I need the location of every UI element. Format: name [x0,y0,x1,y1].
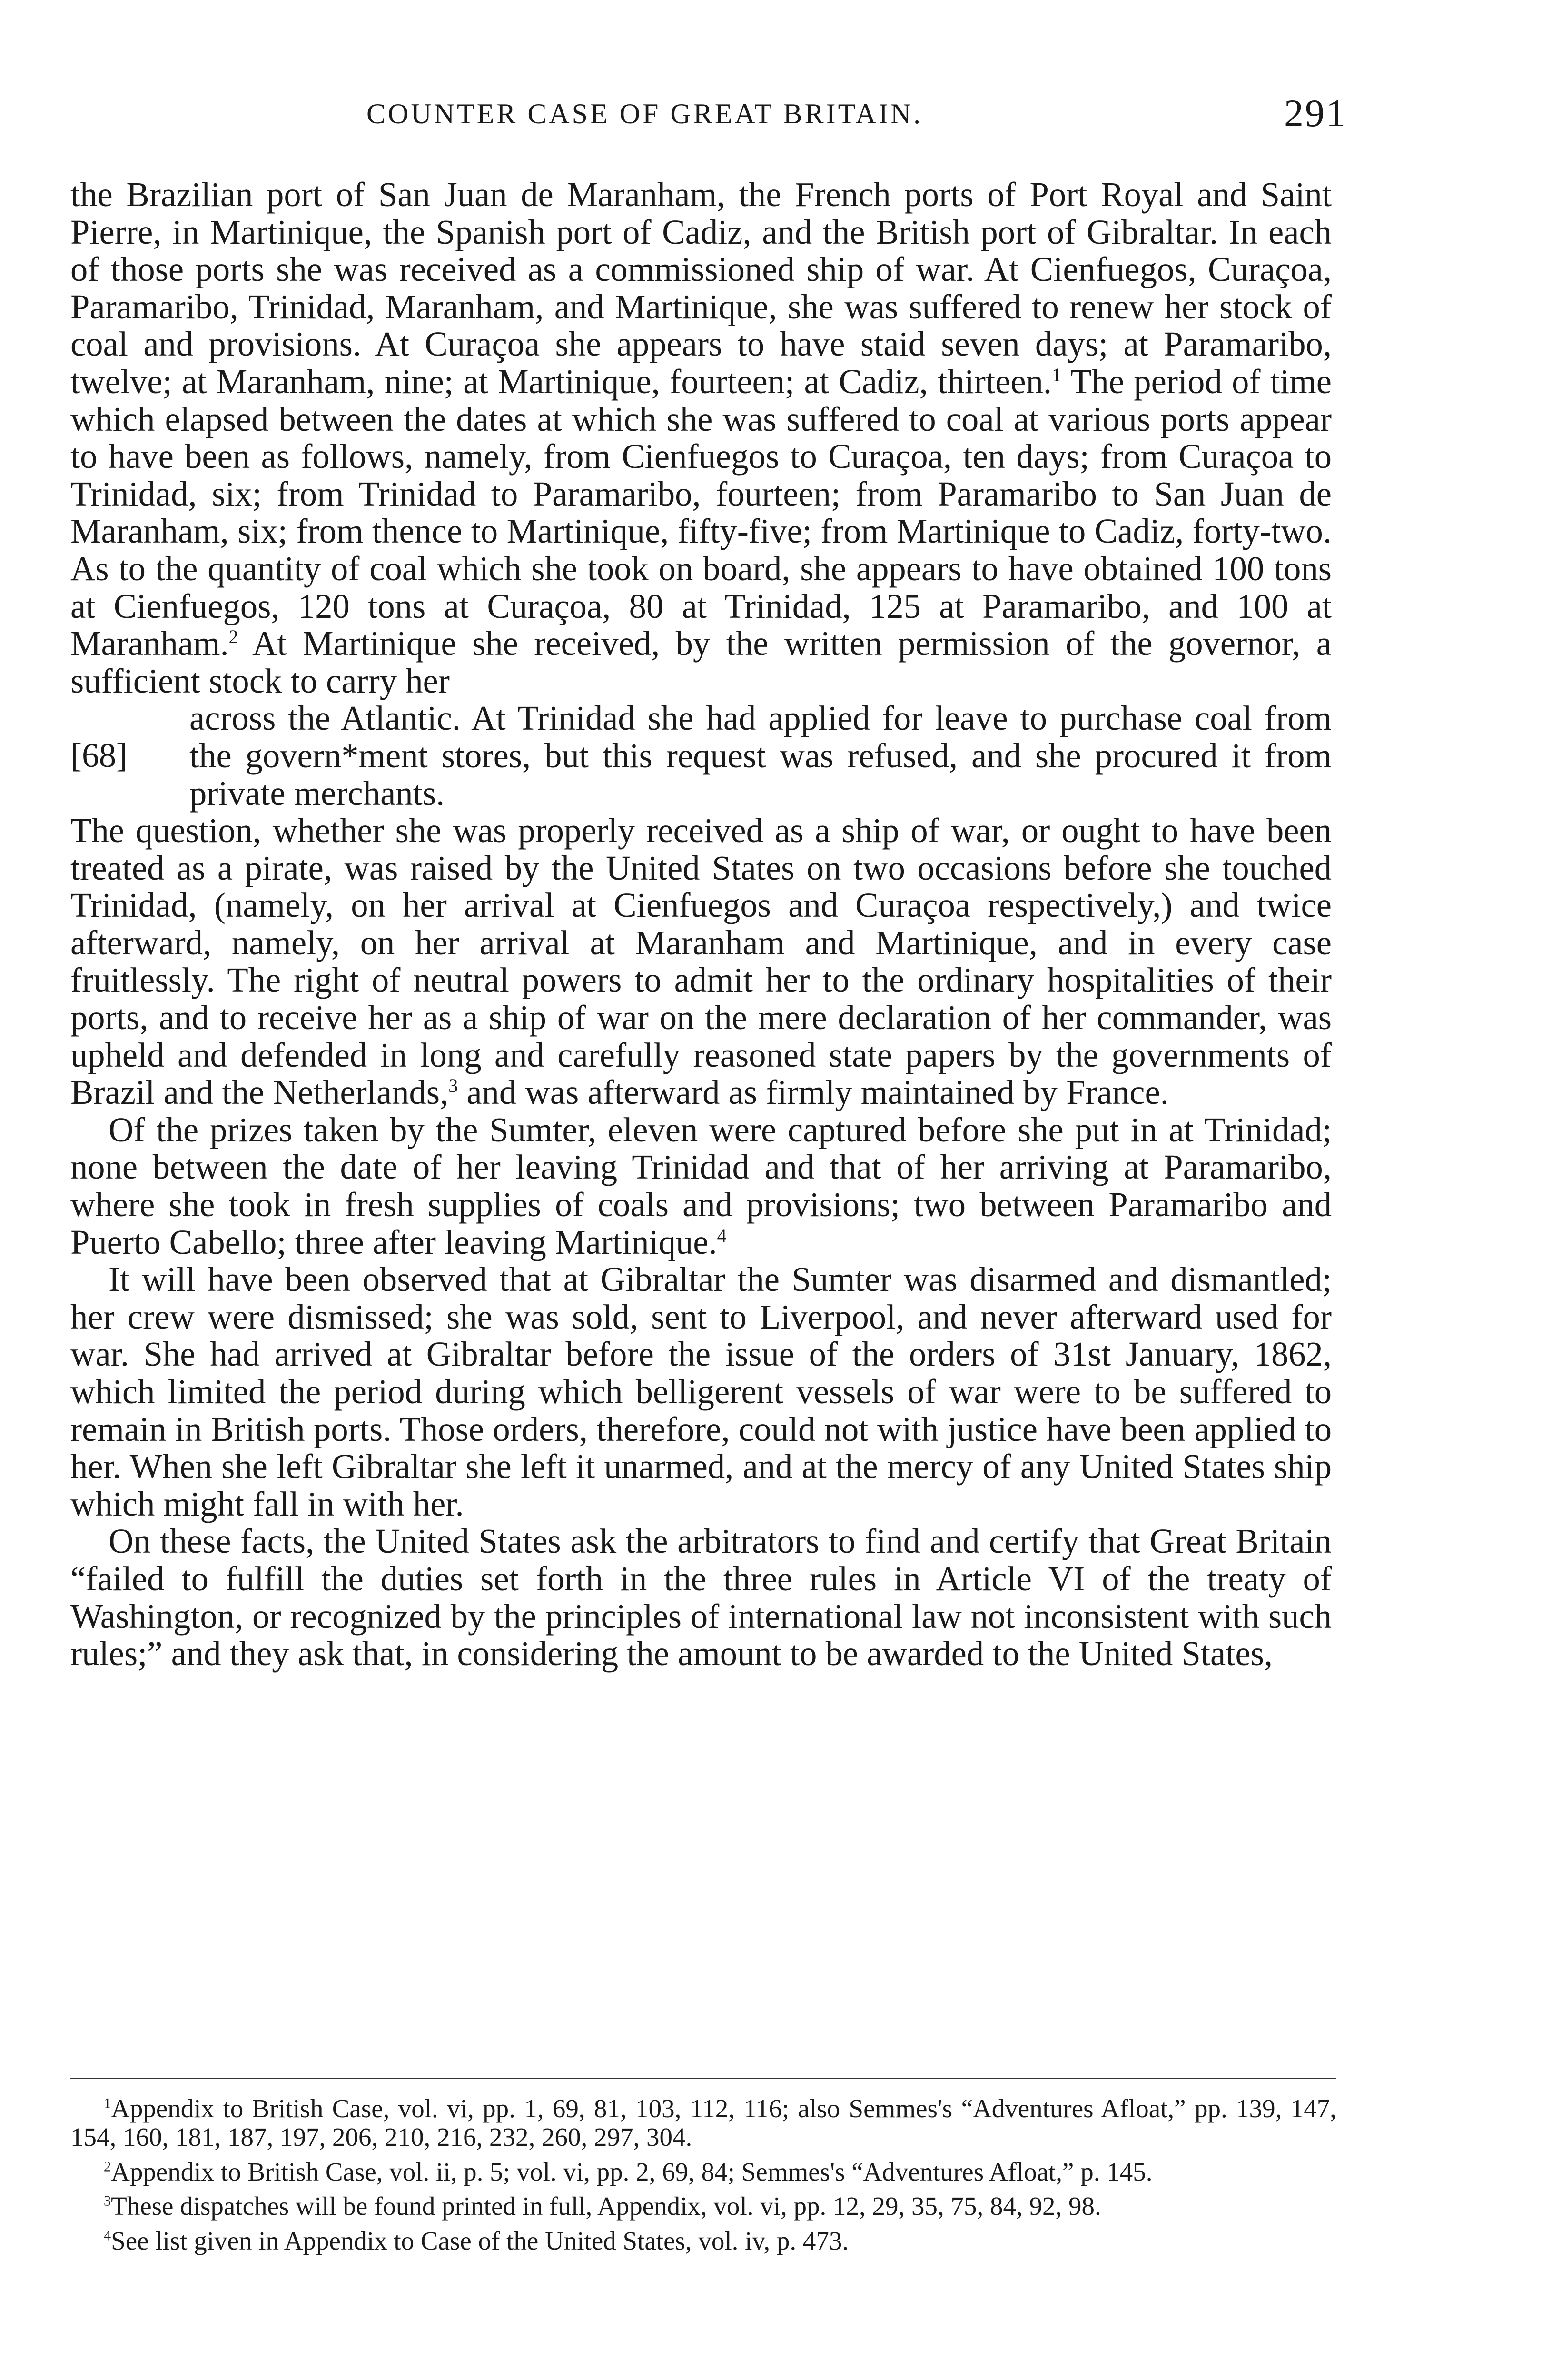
body-text [70,176,1332,1673]
footnote-ref-3: 3 [448,1075,458,1097]
paragraph-1-indented: across the Atlantic. At Trinidad she had applied for leave to purchase coal from the govern*ment stores, but this request was refused, and she procured it from private merchants. [189,699,1332,813]
footnote-ref-1: 1 [1052,364,1061,386]
paragraph-1-text-e: and was afterward as firmly maintained by France. [458,1073,1169,1112]
footnote-rule [70,2078,1336,2079]
footnote-4 [70,2227,1336,2255]
footnote-text: Appendix to British Case, vol. ii, p. 5; vol. vi, pp. 2, 69, 84; Semmes's “Adventures Afloat,” p. 145. [111,2157,1153,2186]
margin-page-reference: [68] [70,736,128,775]
page-number: 291 [1284,91,1347,135]
footnote-text: See list given in Appendix to Case of the United States, vol. iv, p. 473. [111,2226,849,2255]
paragraph-2 [70,1111,1332,1261]
footnote-mark: 3 [104,2192,111,2209]
paragraph-3: It will have been observed that at Gibraltar the Sumter was disarmed and dismantled; her crew were dismissed; she was sold, sent to Liverpool, and never afterward used for war. She had arrived at Gibraltar before the issue of the orders of 31st January, 1862, which limited the period during which belligerent vessels of war were to be suffered to remain in British ports. Those orders, therefore, could not with justice have been applied to her. When she left Gibraltar she left it unarmed, and at the mercy of any United States ship which might fall in with her. [70,1260,1332,1523]
paragraph-1-text-a: the Brazilian port of San Juan de Maranham, the French ports of Port Royal and Saint Pierre, in Martinique, the Spanish port of Cadiz, and the British port of Gibraltar. In each of those ports she was received as a commissioned ship of war. At Cienfuegos, Curaçoa, Paramaribo, Trinidad, Maranham, and Martinique, she was suffered to renew her stock of coal and provisions. At Curaçoa she appears to have staid seven days; at Paramaribo, twelve; at Maranham, nine; at Martinique, fourteen; at Cadiz, thirteen. [70,175,1332,401]
running-head: COUNTER CASE OF GREAT BRITAIN. [366,98,923,129]
paragraph-1-continued [70,812,1332,1111]
footnote-text: These dispatches will be found printed in full, Appendix, vol. vi, pp. 12, 29, 35, 75, 84, 92, 98. [111,2192,1101,2221]
footnote-ref-4: 4 [717,1224,727,1246]
paragraph-1-text-b: The period of time which elapsed between the dates at which she was suffered to coal at various ports appear to have been as follows, namely, from Cienfuegos to Curaçoa, ten days; from Curaçoa to Trinidad, six; from Trinidad to Paramaribo, fourteen; from Paramaribo to San Juan de Maranham, six; from thence to Martinique, fifty-five; from Martinique to Cadiz, forty-two. As to the quantity of coal which she took on board, she appears to have obtained 100 tons at Cienfuegos, 120 tons at Curaçoa, 80 at Trinidad, 125 at Paramaribo, and 100 at Maranham. [70,362,1332,663]
footnote-ref-2: 2 [228,625,238,647]
footnote-1 [70,2094,1336,2152]
footnote-mark: 2 [104,2158,111,2175]
footnote-2 [70,2158,1336,2186]
footnote-text: Appendix to British Case, vol. vi, pp. 1, 69, 81, 103, 112, 116; also Semmes's “Adventures Afloat,” pp. 139, 147, 154, 160, 181, 187, 197, 206, 210, 216, 232, 260, 297, 304. [70,2094,1336,2152]
page-header [71,91,1347,140]
paragraph-1-text-d: The question, whether she was properly received as a ship of war, or ought to have been treated as a pirate, was raised by the United States on two occasions before she touched Trinidad, (namely, on her arrival at Cienfuegos and Curaçoa respectively,) and twice afterward, namely, on her arrival at Maranham and Martinique, and in every case fruitlessly. The right of neutral powers to admit her to the ordinary hospitalities of their ports, and to receive her as a ship of war on the mere declaration of her commander, was upheld and defended in long and carefully reasoned state papers by the governments of Brazil and the Netherlands, [70,811,1332,1112]
paragraph-1-text-c: At Martinique she received, by the written permission of the governor, a sufficient stock to carry her [70,624,1332,700]
paragraph-2-text: Of the prizes taken by the Sumter, eleven were captured before she put in at Trinidad; none between the date of her leaving Trinidad and that of her arriving at Paramaribo, where she took in fresh supplies of coals and provisions; two between Paramaribo and Puerto Cabello; three after leaving Martinique. [70,1110,1332,1261]
footnote-3 [70,2192,1336,2221]
margin-note-block [70,700,1332,812]
paragraph-1 [70,176,1332,700]
paragraph-4: On these facts, the United States ask the arbitrators to find and certify that Great Britain “failed to fulfill the duties set forth in the three rules in Article VI of the treaty of Washington, or recognized by the principles of international law not inconsistent with such rules;” and they ask that, in considering the amount to be awarded to the United States, [70,1522,1332,1673]
footnote-mark: 4 [104,2227,111,2244]
footnote-mark: 1 [104,2095,111,2112]
footnotes [70,2094,1336,2261]
